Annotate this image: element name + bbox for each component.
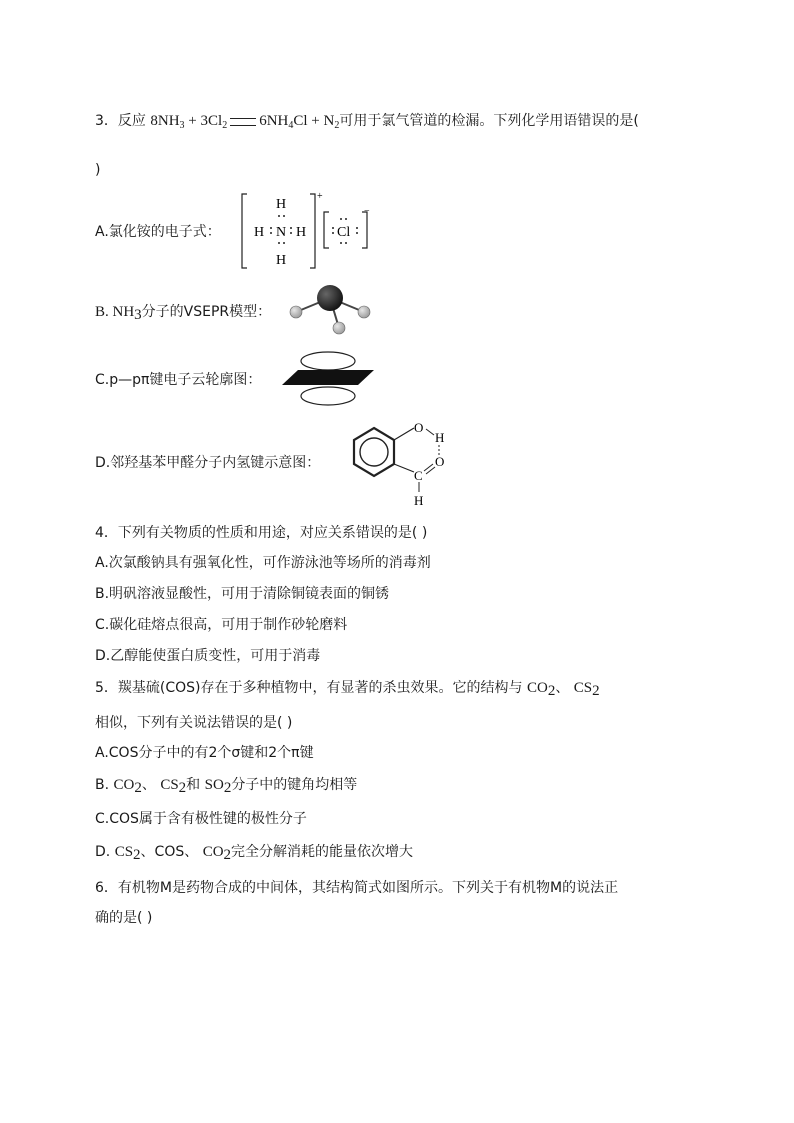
q5-option-d: D. $CS_2$、COS、 $CO_2$完全分解消耗的能量依次增大 <box>95 844 414 863</box>
nodal-plane <box>282 370 374 385</box>
lewis-h-left: H <box>254 225 265 240</box>
equals-arrow <box>230 118 256 126</box>
hydrogen-atom <box>290 306 302 318</box>
q3-close-paren: ) <box>95 162 101 178</box>
ammonium-chloride-lewis-figure <box>238 190 374 272</box>
aldehyde-h: H <box>414 493 424 508</box>
q6-stem-line1: 6．有机物M是药物合成的中间体，其结构简式如图所示。下列关于有机物M的说法正 <box>95 880 619 896</box>
q3-option-a: A.氯化铵的电子式： <box>95 224 221 240</box>
q4-option-c: C.碳化硅熔点很高，可用于制作砂轮磨料 <box>95 617 348 633</box>
q4-option-b: B.明矾溶液显酸性，可用于清除铜镜表面的铜锈 <box>95 586 390 602</box>
q3-number: 3． <box>95 113 118 129</box>
svg-text:−: − <box>364 206 370 217</box>
o-hydroxybenzaldehyde-figure <box>346 418 458 510</box>
svg-text:+: + <box>317 191 323 202</box>
nh3-vsepr-model-figure <box>284 282 376 338</box>
q5-option-a: A.COS分子中的有2个σ键和2个π键 <box>95 745 314 761</box>
q4-stem: 4．下列有关物质的性质和用途，对应关系错误的是( ) <box>95 525 428 541</box>
lewis-h-bottom: H <box>276 253 287 268</box>
q6-stem-line2: 确的是( ) <box>95 910 153 926</box>
q3-option-b: B. $NH_3$分子的VSEPR模型： <box>95 304 272 323</box>
aldehyde-o: O <box>435 454 445 469</box>
lewis-h-top: H <box>276 197 287 212</box>
q3-option-c: C.p—pπ键电子云轮廓图： <box>95 372 262 388</box>
q5-stem-line2: 相似，下列有关说法错误的是( ) <box>95 715 293 731</box>
q5-stem-line1: 5．羰基硫(COS)存在于多种植物中，有显著的杀虫效果。它的结构与 $CO_2$、 $CS_2$ <box>95 680 600 699</box>
phenol-o: O <box>414 420 424 435</box>
aldehyde-c: C <box>414 468 423 483</box>
q4-option-d: D.乙醇能使蛋白质变性，可用于消毒 <box>95 648 321 664</box>
lewis-h-right: H <box>296 225 307 240</box>
hydrogen-atom <box>358 306 370 318</box>
q3-equation: $8NH_3 + 3Cl_2$ $6NH_4Cl + N_2$ <box>150 113 340 131</box>
q3-option-d: D.邻羟基苯甲醛分子内氢键示意图： <box>95 455 321 471</box>
q3-stem: 3．反应 $8NH_3 + 3Cl_2$ $6NH_4Cl + N_2$可用于氯气管道的检漏。下列化学用语错误的是( <box>95 113 639 131</box>
phenol-h: H <box>435 430 445 445</box>
q5-option-b: B. $CO_2$、 $CS_2$和 $SO_2$分子中的键角均相等 <box>95 777 358 796</box>
hydrogen-atom <box>333 322 345 334</box>
nitrogen-atom <box>317 285 343 311</box>
p-p-pi-bond-cloud-figure <box>280 350 376 408</box>
q5-option-c: C.COS属于含有极性键的极性分子 <box>95 811 307 827</box>
q4-option-a: A.次氯酸钠具有强氧化性，可作游泳池等场所的消毒剂 <box>95 555 431 571</box>
lewis-n: N <box>276 225 287 240</box>
lewis-cl: Cl <box>337 225 351 240</box>
